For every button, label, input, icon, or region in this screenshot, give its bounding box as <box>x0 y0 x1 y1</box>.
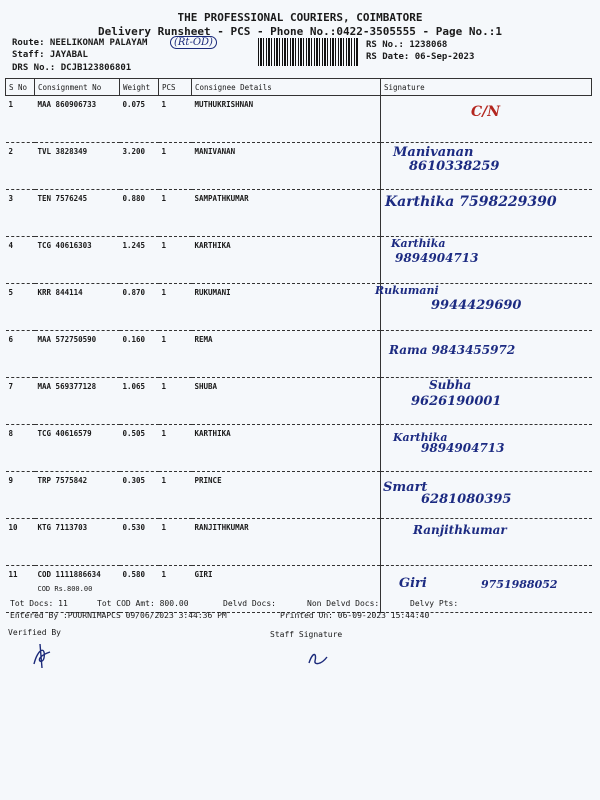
staff-text: Staff: JAYABAL <box>12 50 88 60</box>
signature-cell <box>381 237 592 284</box>
col-consignee: Consignee Details <box>192 79 381 96</box>
consignment-number: TVL 3828349 <box>37 147 88 156</box>
staff-signature <box>305 645 331 669</box>
handwritten-phone: 9626190001 <box>411 394 502 409</box>
pcs-value: 1 <box>161 100 167 109</box>
handwritten-signature: Subha <box>429 378 472 392</box>
col-consignment: Consignment No <box>35 79 120 96</box>
weight-value: 0.870 <box>122 288 146 297</box>
row-sno: 8 <box>8 429 14 438</box>
handwritten-phone: 9944429690 <box>431 298 522 313</box>
consignee-name: MUTHUKRISHNAN <box>194 100 254 109</box>
signature-cell <box>375 284 592 331</box>
weight-value: 0.530 <box>122 523 146 532</box>
pcs-value: 1 <box>161 570 167 579</box>
weight-value: 0.505 <box>122 429 146 438</box>
weight-value: 0.880 <box>122 194 146 203</box>
handwritten-signature: Karthika <box>391 237 446 250</box>
weight-value: 0.160 <box>122 335 146 344</box>
handwritten-signature: Karthika 7598229390 <box>385 194 557 210</box>
consignee-name: KARTHIKA <box>194 429 231 438</box>
consignment-number: TCG 40616579 <box>37 429 92 438</box>
signature-cell <box>381 472 592 519</box>
table-row <box>6 472 592 519</box>
weight-value: 0.305 <box>122 476 146 485</box>
runsheet-table <box>5 78 592 613</box>
route-text: Route: NEELIKONAM PALAYAM <box>12 38 148 48</box>
consignee-name: RANJITHKUMAR <box>194 523 249 532</box>
signature-cell <box>381 96 592 143</box>
handwritten-signature: C/N <box>471 104 501 120</box>
signature-cell <box>381 519 592 566</box>
drs-number: DRS No.: DCJB123806801 <box>12 63 132 73</box>
consignment-number: KRR 844114 <box>37 288 83 297</box>
verified-signature <box>28 640 58 670</box>
table-row <box>6 566 592 613</box>
table-row <box>6 519 592 566</box>
row-sno: 7 <box>8 382 14 391</box>
consignee-name: MANIVANAN <box>194 147 236 156</box>
rs-number: RS No.: 1238068 <box>366 40 448 50</box>
cod-amount-note: COD Rs.800.00 <box>37 585 93 593</box>
pcs-value: 1 <box>161 288 167 297</box>
handwritten-signature: Ranjithkumar <box>413 523 507 537</box>
table-row <box>6 143 592 190</box>
total-cod-amount: Tot COD Amt: 800.00 <box>97 599 189 608</box>
barcode <box>258 38 358 66</box>
col-pcs: PCS <box>159 79 192 96</box>
row-sno: 3 <box>8 194 14 203</box>
row-sno: 2 <box>8 147 14 156</box>
delivery-points: Delvy Pts: <box>410 599 459 608</box>
pcs-value: 1 <box>161 147 167 156</box>
total-docs: Tot Docs: 11 <box>10 599 68 608</box>
weight-value: 0.580 <box>122 570 146 579</box>
consignee-name: SHUBA <box>194 382 218 391</box>
consignee-name: SAMPATHKUMAR <box>194 194 249 203</box>
handwritten-signature: Smart <box>383 480 428 495</box>
table-row <box>6 284 592 331</box>
handwritten-phone: 9894904713 <box>421 441 505 455</box>
signature-cell <box>381 331 592 378</box>
company-title: THE PROFESSIONAL COURIERS, COIMBATORE <box>177 11 423 24</box>
consignment-number: MAA 572750590 <box>37 335 97 344</box>
table-row <box>6 237 592 284</box>
weight-value: 0.075 <box>122 100 146 109</box>
consignee-name: REMA <box>194 335 213 344</box>
col-weight: Weight <box>120 79 159 96</box>
consignment-number: MAA 860906733 <box>37 100 97 109</box>
consignee-name: RUKUMANI <box>194 288 231 297</box>
table-row <box>6 190 592 237</box>
signature-cell <box>381 143 592 190</box>
rs-date: RS Date: 06-Sep-2023 <box>366 52 475 62</box>
pcs-value: 1 <box>161 429 167 438</box>
pcs-value: 1 <box>161 476 167 485</box>
pcs-value: 1 <box>161 194 167 203</box>
handwritten-phone: 8610338259 <box>409 159 500 174</box>
row-sno: 4 <box>8 241 14 250</box>
signature-cell <box>381 190 592 237</box>
table-header-row <box>6 79 592 96</box>
row-sno: 6 <box>8 335 14 344</box>
weight-value: 3.200 <box>122 147 146 156</box>
signature-cell <box>381 378 592 425</box>
weight-value: 1.065 <box>122 382 146 391</box>
pcs-value: 1 <box>161 523 167 532</box>
handwritten-phone: 6281080395 <box>421 492 512 507</box>
handwritten-signature: Rukumani <box>375 284 439 297</box>
handwritten-signature: Giri <box>399 576 427 591</box>
row-sno: 5 <box>8 288 14 297</box>
non-delivered-docs: Non Delvd Docs: <box>307 599 380 608</box>
consignment-number: KTG 7113703 <box>37 523 88 532</box>
consignee-name: PRINCE <box>194 476 222 485</box>
entered-by: Entered By :POORNIMAPCS 09/06/2023 3:44:36 PM <box>10 611 227 620</box>
table-row <box>6 331 592 378</box>
consignment-number: MAA 569377128 <box>37 382 97 391</box>
consignment-number: TCG 40616303 <box>37 241 92 250</box>
delivered-docs: Delvd Docs: <box>223 599 276 608</box>
pcs-value: 1 <box>161 382 167 391</box>
handwritten-signature: Karthika <box>393 431 448 444</box>
table-row <box>6 425 592 472</box>
table-row <box>6 378 592 425</box>
consignee-name: GIRI <box>194 570 213 579</box>
printed-on: Printed On: 06-09-2023 15:44:40 <box>280 611 430 620</box>
staff-signature-label: Staff Signature <box>270 630 343 639</box>
pcs-value: 1 <box>161 335 167 344</box>
col-sno: S No <box>6 79 35 96</box>
row-sno: 11 <box>8 570 18 579</box>
handwritten-signature: Manivanan <box>393 145 474 160</box>
table-row <box>6 96 592 143</box>
signature-cell <box>381 425 592 472</box>
consignment-number: TRP 7575842 <box>37 476 88 485</box>
handwritten-signature: Rama 9843455972 <box>389 343 516 357</box>
weight-value: 1.245 <box>122 241 146 250</box>
handwritten-phone: 9751988052 <box>481 578 558 591</box>
row-sno: 10 <box>8 523 18 532</box>
route-stamp: (Rt-OD) <box>170 36 217 49</box>
consignment-number: TEN 7576245 <box>37 194 88 203</box>
consignment-number: COD 1111886634 <box>37 570 101 579</box>
row-sno: 9 <box>8 476 14 485</box>
handwritten-phone: 9894904713 <box>395 251 479 265</box>
pcs-value: 1 <box>161 241 167 250</box>
consignee-name: KARTHIKA <box>194 241 231 250</box>
runsheet-subtitle: Delivery Runsheet - PCS - Phone No.:0422-3505555 - Page No.:1 <box>98 25 502 38</box>
col-signature: Signature <box>381 79 592 96</box>
row-sno: 1 <box>8 100 14 109</box>
verified-by-label: Verified By <box>8 628 61 637</box>
